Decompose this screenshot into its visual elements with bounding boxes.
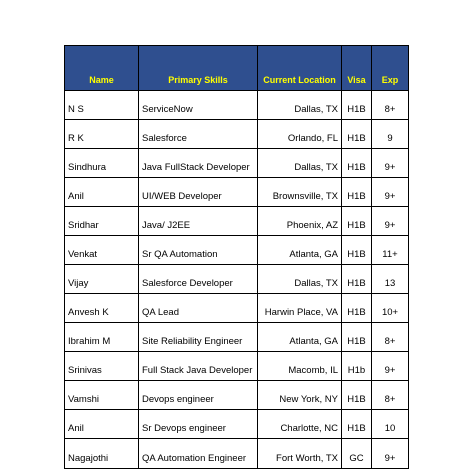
cell-name: N S	[65, 91, 139, 120]
header-visa: Visa	[342, 46, 372, 91]
cell-primary-skills: Devops engineer	[139, 381, 258, 410]
cell-visa: H1B	[342, 265, 372, 294]
cell-current-location: Phoenix, AZ	[258, 207, 342, 236]
cell-name: Sindhura	[65, 149, 139, 178]
cell-primary-skills: Java FullStack Developer	[139, 149, 258, 178]
cell-primary-skills: Salesforce	[139, 120, 258, 149]
cell-exp: 8+	[372, 91, 409, 120]
cell-visa: H1B	[342, 91, 372, 120]
cell-exp: 13	[372, 265, 409, 294]
cell-primary-skills: Site Reliability Engineer	[139, 323, 258, 352]
table-row	[65, 439, 409, 469]
table-row	[65, 178, 409, 207]
cell-current-location: Macomb, IL	[258, 352, 342, 381]
cell-exp: 8+	[372, 323, 409, 352]
cell-exp: 9+	[372, 439, 409, 469]
cell-current-location: Harwin Place, VA	[258, 294, 342, 323]
table-header	[65, 46, 409, 91]
cell-name: Ibrahim M	[65, 323, 139, 352]
cell-exp: 9+	[372, 352, 409, 381]
table-row	[65, 410, 409, 439]
cell-exp: 9+	[372, 178, 409, 207]
cell-current-location: Dallas, TX	[258, 91, 342, 120]
cell-current-location: New York, NY	[258, 381, 342, 410]
table-row	[65, 265, 409, 294]
cell-exp: 10+	[372, 294, 409, 323]
cell-name: Nagajothi	[65, 439, 139, 469]
cell-visa: H1B	[342, 207, 372, 236]
cell-name: Srinivas	[65, 352, 139, 381]
cell-visa: H1B	[342, 178, 372, 207]
cell-name: Vijay	[65, 265, 139, 294]
cell-current-location: Dallas, TX	[258, 265, 342, 294]
cell-visa: GC	[342, 439, 372, 469]
table-row	[65, 352, 409, 381]
cell-current-location: Charlotte, NC	[258, 410, 342, 439]
header-row	[65, 46, 409, 91]
cell-name: Sridhar	[65, 207, 139, 236]
cell-visa: H1B	[342, 410, 372, 439]
cell-name: Vamshi	[65, 381, 139, 410]
table-row	[65, 149, 409, 178]
cell-visa: H1B	[342, 149, 372, 178]
cell-primary-skills: Java/ J2EE	[139, 207, 258, 236]
cell-exp: 9+	[372, 207, 409, 236]
cell-name: Venkat	[65, 236, 139, 265]
cell-visa: H1B	[342, 294, 372, 323]
cell-exp: 8+	[372, 381, 409, 410]
cell-current-location: Atlanta, GA	[258, 323, 342, 352]
table-row	[65, 381, 409, 410]
table-row	[65, 323, 409, 352]
cell-primary-skills: Full Stack Java Developer	[139, 352, 258, 381]
cell-current-location: Fort Worth, TX	[258, 439, 342, 469]
cell-primary-skills: Salesforce Developer	[139, 265, 258, 294]
cell-name: R K	[65, 120, 139, 149]
header-primary-skills: Primary Skills	[139, 46, 258, 91]
table-row	[65, 207, 409, 236]
cell-primary-skills: UI/WEB Developer	[139, 178, 258, 207]
cell-exp: 9+	[372, 149, 409, 178]
header-exp: Exp	[372, 46, 409, 91]
cell-current-location: Brownsville, TX	[258, 178, 342, 207]
header-name: Name	[65, 46, 139, 91]
cell-primary-skills: ServiceNow	[139, 91, 258, 120]
cell-visa: H1B	[342, 381, 372, 410]
cell-name: Anvesh K	[65, 294, 139, 323]
table-body	[65, 91, 409, 469]
cell-name: Anil	[65, 178, 139, 207]
table-row	[65, 91, 409, 120]
table-row	[65, 120, 409, 149]
cell-visa: H1b	[342, 352, 372, 381]
cell-visa: H1B	[342, 236, 372, 265]
cell-current-location: Orlando, FL	[258, 120, 342, 149]
cell-exp: 10	[372, 410, 409, 439]
cell-primary-skills: Sr Devops engineer	[139, 410, 258, 439]
cell-exp: 9	[372, 120, 409, 149]
cell-visa: H1B	[342, 323, 372, 352]
cell-primary-skills: QA Automation Engineer	[139, 439, 258, 469]
cell-visa: H1B	[342, 120, 372, 149]
cell-current-location: Atlanta, GA	[258, 236, 342, 265]
table-row	[65, 236, 409, 265]
header-current-location: Current Location	[258, 46, 342, 91]
cell-primary-skills: Sr QA Automation	[139, 236, 258, 265]
table-row	[65, 294, 409, 323]
cell-name: Anil	[65, 410, 139, 439]
cell-primary-skills: QA Lead	[139, 294, 258, 323]
candidates-table	[64, 45, 409, 469]
cell-current-location: Dallas, TX	[258, 149, 342, 178]
cell-exp: 11+	[372, 236, 409, 265]
